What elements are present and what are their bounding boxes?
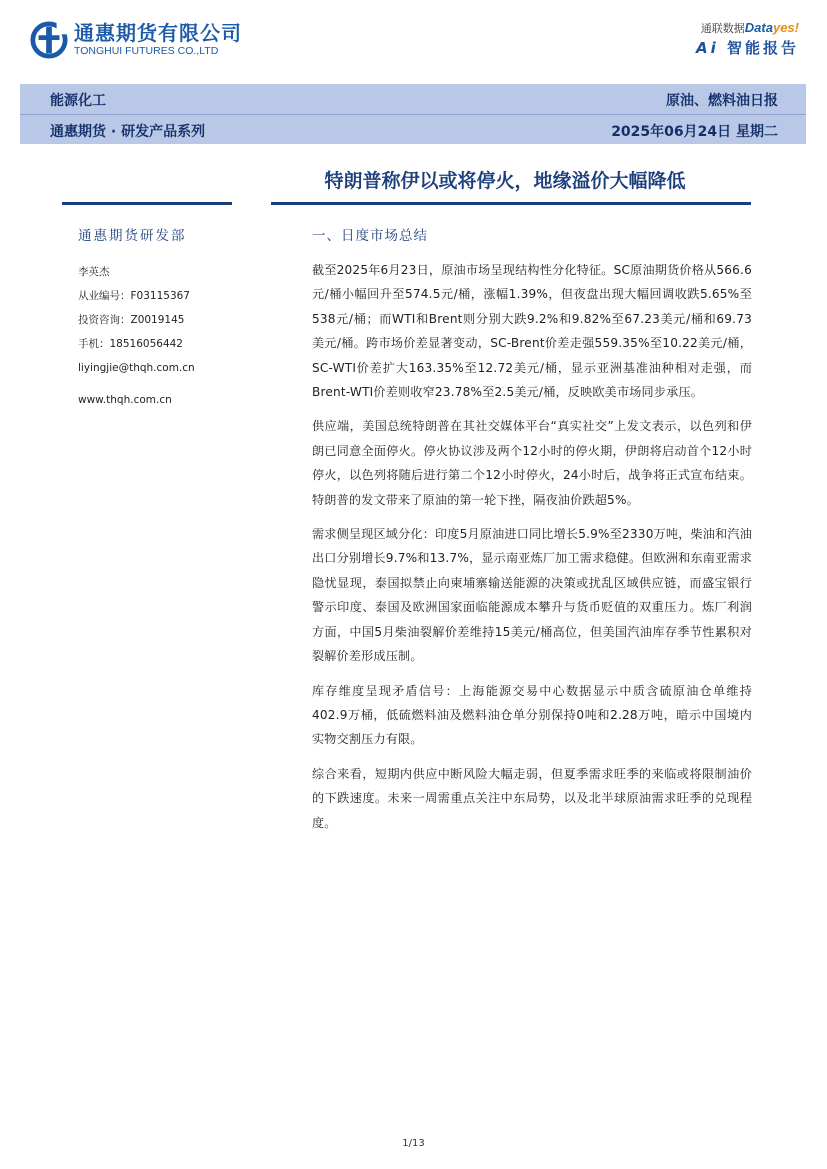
report-body bbox=[312, 258, 752, 845]
sidebar-divider bbox=[62, 202, 232, 205]
tonghui-logo-icon bbox=[30, 21, 68, 59]
section-heading: 一、日度市场总结 bbox=[312, 228, 428, 244]
analyst-license: 从业编号：F03115367 bbox=[78, 290, 190, 302]
company-name-cn: 通惠期货有限公司 bbox=[74, 21, 242, 45]
datayes-brand bbox=[696, 20, 799, 59]
series-band bbox=[20, 115, 806, 144]
analyst-email[interactable]: liyingjie@thqh.com.cn bbox=[78, 362, 195, 374]
report-title: 特朗普称伊以或将停火，地缘溢价大幅降低 bbox=[324, 170, 686, 192]
paragraph-demand: 需求侧呈现区域分化：印度5月原油进口同比增长5.9%至2330万吨，柴油和汽油出口分别增长9.7%和13.7%，显示南亚炼厂加工需求稳健。但欧洲和东南亚需求隐忧显现，泰国拟禁止向柬埔寨输送能源的决策或扰乱区域供应链，而盛宝银行警示印度、泰国及欧洲国家面临能源成本攀升与货币贬值的双重压力。炼厂利润方面，中国5月柴油裂解价差维持15美元/桶高位，但美国汽油库存季节性累积对裂解价差形成压制。 bbox=[312, 527, 752, 664]
paragraph-inventory: 库存维度呈现矛盾信号：上海能源交易中心数据显示中质含硫原油仓单维持402.9万桶，低硫燃料油及燃料油仓单分别保持0吨和2.28万吨，暗示中国境内实物交割压力有限。 bbox=[312, 683, 752, 747]
department-name: 通惠期货研发部 bbox=[78, 228, 187, 244]
author-sidebar bbox=[78, 224, 248, 412]
brand-data: Data bbox=[744, 20, 773, 35]
analyst-name: 李英杰 bbox=[78, 266, 110, 278]
brand-ai: Ai bbox=[695, 39, 719, 57]
paragraph-supply: 供应端，美国总统特朗普在其社交媒体平台“真实社交”上发文表示，以色列和伊朗已同意全面停火。停火协议涉及两个12小时的停火期，伊朗将启动首个12小时停火，以色列将随后进行第二个12小时停火，24小时后，战争将正式宣布结束。特朗普的发文带来了原油的第一轮下挫，隔夜油价跌超5%。 bbox=[312, 419, 752, 507]
series-label: 通惠期货 · 研发产品系列 bbox=[50, 124, 206, 140]
page-number: 1/13 bbox=[402, 1138, 425, 1149]
company-website[interactable]: www.thqh.com.cn bbox=[78, 394, 172, 406]
analyst-phone: 手机：18516056442 bbox=[78, 338, 183, 350]
paragraph-conclusion: 综合来看，短期内供应中断风险大幅走弱，但夏季需求旺季的来临或将限制油价的下跌速度。未来一周需重点关注中东局势，以及北半球原油需求旺季的兑现程度。 bbox=[312, 766, 752, 830]
report-type-label: 原油、燃料油日报 bbox=[666, 93, 778, 109]
brand-report: 智能报告 bbox=[726, 39, 799, 57]
report-date: 2025年06月24日 星期二 bbox=[611, 124, 778, 140]
brand-prefix: 通联数据 bbox=[700, 22, 745, 35]
category-label: 能源化工 bbox=[50, 93, 106, 109]
brand-yes: yes! bbox=[772, 20, 799, 35]
category-band bbox=[20, 84, 806, 115]
title-divider bbox=[271, 202, 751, 205]
company-logo bbox=[30, 20, 242, 60]
paragraph-market-summary: 截至2025年6月23日，原油市场呈现结构性分化特征。SC原油期货价格从566.6元/桶小幅回升至574.5元/桶，涨幅1.39%，但夜盘出现大幅回调收跌5.65%至538元/桶；而WTI和Brent则分别大跌9.2%和9.82%至67.23美元/桶和69.73美元/桶。跨市场价差显著变动，SC-Brent价差走强559.35%至10.22美元/桶，SC-WTI价差扩大163.35%至12.72美元/桶，显示亚洲基准油种相对走强，而Brent-WTI价差则收窄23.78%至2.5美元/桶，反映欧美市场同步承压。 bbox=[312, 263, 752, 400]
company-name-en: TONGHUI FUTURES CO.,LTD bbox=[74, 45, 219, 57]
analyst-consult-id: 投资咨询：Z0019145 bbox=[78, 314, 185, 326]
